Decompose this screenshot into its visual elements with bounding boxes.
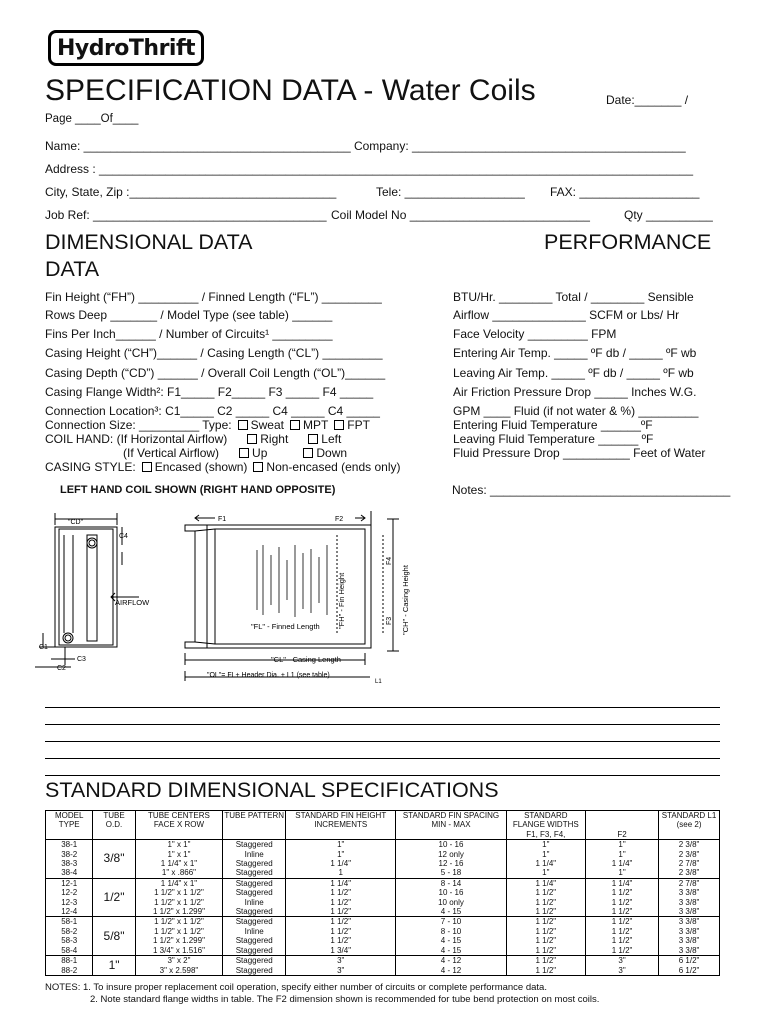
mpt-checkbox[interactable] [290,420,300,430]
nonencased-checkbox[interactable] [253,462,263,472]
model-type-cell: 12-3 [46,898,93,907]
end-flange [185,525,207,648]
sweat-label: Sweat [250,418,284,432]
l1-cell: 2 3/8" [659,868,720,878]
tube-pattern-cell: Staggered [223,917,286,927]
name-company-field[interactable]: Name: ________________________________________ Company: _________________________________________ [45,139,686,153]
fin-spacing-cell: 4 - 12 [396,956,506,966]
header-tube [87,535,97,641]
ol-label: "OL"= FL+ Header Dia. + L1 (see table) [207,672,330,679]
cl-label: "CL" - Casing Length [271,655,341,664]
vertical-airflow-label: (If Vertical Airflow) [123,446,220,460]
tube-centers-cell: 3" x 2.598" [135,966,223,976]
table-row [46,917,720,927]
comment-line[interactable] [45,775,720,776]
flange-f2-cell: 1 1/4" [585,859,658,868]
tube-centers-cell: 1 1/2" x 1.299" [135,907,223,917]
model-type-cell: 12-1 [46,878,93,888]
tube-pattern-cell: Staggered [223,907,286,917]
dimensional-data-heading: DIMENSIONAL DATA [45,230,253,254]
casing-height-field[interactable]: Casing Height (“CH”)______ / Casing Length (“CL”) _________ [45,346,383,360]
l1-cell: 3 3/8" [659,907,720,917]
fh-label: "FH" - Fin Height [337,572,346,629]
note-1: NOTES: 1. To insure proper replacement coil operation, specify either number of circuits or complete performance data. [45,982,547,993]
model-type-cell: 88-2 [46,966,93,976]
hydrothrift-logo: HydroThrift [48,30,204,66]
gpm-field[interactable]: GPM ____ Fluid (if not water & %) _________ [453,404,699,418]
tube-centers-cell: 3" x 2" [135,956,223,966]
l1-cell: 3 3/8" [659,936,720,945]
spec-table [45,810,720,976]
fin-spacing-cell: 4 - 15 [396,946,506,956]
flange-f2-cell: 1 1/2" [585,907,658,917]
fin-spacing-cell: 8 - 10 [396,927,506,936]
tube-centers-cell: 1" x 1" [135,850,223,859]
tube-od-cell: 1" [93,956,135,976]
fin-lines [257,545,327,617]
leaving-fluid-temp-field[interactable]: Leaving Fluid Temperature ______ ºF [453,432,654,446]
flange-f2-cell: 1 1/2" [585,927,658,936]
fpt-label: FPT [347,418,370,432]
flange-width-field[interactable]: Casing Flange Width²: F1_____ F2_____ F3 _____ F4 _____ [45,385,374,399]
flange-f1f3f4-cell: 1 1/2" [506,927,585,936]
flange-f2-cell: 1" [585,868,658,878]
notes-field[interactable]: Notes: ____________________________________ [452,483,731,497]
comment-line[interactable] [45,724,720,725]
flange-f1f3f4-cell: 1" [506,868,585,878]
casing-depth-field[interactable]: Casing Depth (“CD”) ______ / Overall Coil Length (“OL”)______ [45,366,386,380]
flange-f1f3f4-cell: 1 1/2" [506,946,585,956]
fax-field[interactable]: FAX: __________________ [550,185,700,199]
top-connection-inner [89,540,95,546]
fin-height-cell: 1 1/4" [286,878,396,888]
fin-spacing-cell: 7 - 10 [396,917,506,927]
model-type-cell: 58-3 [46,936,93,945]
model-type-cell: 38-3 [46,859,93,868]
diagram-caption: LEFT HAND COIL SHOWN (RIGHT HAND OPPOSITE) [60,484,336,496]
tube-pattern-cell: Staggered [223,946,286,956]
flange-f2-cell: 1 1/2" [585,946,658,956]
l1-cell: 3 3/8" [659,888,720,897]
down-checkbox[interactable] [303,448,313,458]
tube-pattern-cell: Staggered [223,878,286,888]
flange-f1f3f4-cell: 1 1/2" [506,898,585,907]
l1-label: L1 [375,679,382,685]
flange-f2-cell: 1 1/2" [585,898,658,907]
spec-table-body [46,840,720,976]
tube-pattern-cell: Staggered [223,936,286,945]
fin-height-cell: 1 1/2" [286,927,396,936]
comment-line[interactable] [45,758,720,759]
page-title: SPECIFICATION DATA - Water Coils [45,74,536,107]
rows-deep-field[interactable]: Rows Deep _______ / Model Type (see table) ______ [45,308,333,322]
up-checkbox[interactable] [239,448,249,458]
flange-f2-cell: 1 1/4" [585,878,658,888]
tube-centers-cell: 1 1/4" x 1" [135,878,223,888]
l1-cell: 3 3/8" [659,927,720,936]
table-row [46,907,720,917]
fin-spacing-cell: 4 - 12 [396,966,506,976]
col-tube-pattern: TUBE PATTERN [223,811,286,840]
fin-height-cell: 1 1/2" [286,936,396,945]
c4-label: C4 [119,533,128,540]
c3-label: C3 [77,656,86,663]
comment-line[interactable] [45,741,720,742]
fin-height-cell: 3" [286,966,396,976]
tube-pattern-cell: Inline [223,927,286,936]
l1-cell: 3 3/8" [659,917,720,927]
tube-centers-cell: 1 1/2" x 1.299" [135,936,223,945]
airflow-label: AIRFLOW [115,598,150,607]
flange-f1f3f4-cell: 1" [506,850,585,859]
tube-centers-cell: 1 1/2" x 1 1/2" [135,927,223,936]
vertical-airflow-row [123,446,347,460]
fin-height-field[interactable]: Fin Height (“FH”) _________ / Finned Length (“FL”) _________ [45,290,382,304]
entering-fluid-temp-field[interactable]: Entering Fluid Temperature ______ºF [453,418,653,432]
coil-diagram [35,505,420,685]
face-velocity-field[interactable]: Face Velocity _________ FPM [453,327,617,341]
nonencased-label: Non-encased (ends only) [266,460,401,474]
tube-centers-cell: 1 1/4" x 1" [135,859,223,868]
mpt-label: MPT [302,418,329,432]
fin-spacing-cell: 12 - 16 [396,859,506,868]
up-label: Up [252,446,268,460]
tube-od-cell: 3/8" [93,840,135,879]
tube-pattern-cell: Staggered [223,868,286,878]
flange-f1f3f4-cell: 1 1/2" [506,888,585,897]
footnotes [45,982,599,1006]
table-row [46,966,720,976]
qty-field[interactable]: Qty __________ [624,208,713,222]
tube-centers-cell: 1 1/2" x 1 1/2" [135,898,223,907]
l1-cell: 3 3/8" [659,898,720,907]
l1-cell: 3 3/8" [659,946,720,956]
tube-centers-cell: 1 3/4" x 1.516" [135,946,223,956]
encased-checkbox[interactable] [142,462,152,472]
address-field[interactable]: Address : _________________________________________________________________________________________ [45,162,693,176]
tube-pattern-cell: Staggered [223,956,286,966]
c2-label: C2 [57,665,66,672]
fins-per-inch-field[interactable]: Fins Per Inch______ / Number of Circuits¹ _________ [45,327,333,341]
note-2: 2. Note standard flange widths in table. The F2 dimension shown is recommended for tube bend protection on most coils. [90,994,600,1005]
coil-hand-label: COIL HAND: (If Horizontal Airflow) [45,432,228,446]
f4-label: F4 [386,556,393,565]
flange-f2-cell: 1 1/2" [585,888,658,897]
table-header-row [46,811,720,840]
model-type-cell: 88-1 [46,956,93,966]
fin-height-cell: 1 1/2" [286,898,396,907]
table-row [46,868,720,878]
col-tube-od: TUBE O.D. [93,811,135,840]
model-type-cell: 12-2 [46,888,93,897]
f2-label: F2 [335,516,344,523]
entering-air-temp-field[interactable]: Entering Air Temp. _____ ºF db / _____ ºF wb [453,346,697,360]
l1-cell: 2 3/8" [659,850,720,859]
flange-f2-cell: 3" [585,956,658,966]
col-fin-spacing: STANDARD FIN SPACING MIN - MAX [396,811,506,840]
table-row [46,956,720,966]
l1-cell: 2 3/8" [659,840,720,850]
model-type-cell: 12-4 [46,907,93,917]
l1-cell: 6 1/2" [659,956,720,966]
fin-height-cell: 1 1/2" [286,888,396,897]
fin-height-cell: 1 3/4" [286,946,396,956]
city-field[interactable]: City, State, Zip :_______________________________ [45,185,337,199]
fin-height-cell: 1 1/2" [286,907,396,917]
f3-label: F3 [386,616,393,625]
flange-f1f3f4-cell: 1 1/2" [506,956,585,966]
fin-height-cell: 1" [286,850,396,859]
model-type-cell: 38-1 [46,840,93,850]
fin-spacing-cell: 4 - 15 [396,907,506,917]
air-pressure-drop-field[interactable]: Air Friction Pressure Drop _____ Inches W.G. [453,385,697,399]
airflow-field[interactable]: Airflow ______________ SCFM or Lbs/ Hr [453,308,680,322]
flange-f2-cell: 3" [585,966,658,976]
tube-centers-cell: 1 1/2" x 1 1/2" [135,917,223,927]
table-row [46,946,720,956]
table-row [46,936,720,945]
fin-height-cell: 1 1/2" [286,917,396,927]
flange-f1f3f4-cell: 1" [506,840,585,850]
flange-f1f3f4-cell: 1 1/4" [506,859,585,868]
col-flange-f2: F2 [585,811,658,840]
tube-centers-cell: 1" x 1" [135,840,223,850]
job-ref-field[interactable]: Job Ref: ___________________________________ [45,208,327,222]
fin-spacing-cell: 10 - 16 [396,888,506,897]
end-view-inner [59,529,113,645]
flange-f1f3f4-cell: 1 1/2" [506,917,585,927]
bottom-connection-inner [65,635,71,641]
flange-f2-cell: 1 1/2" [585,936,658,945]
sweat-checkbox[interactable] [238,420,248,430]
fin-spacing-cell: 4 - 15 [396,936,506,945]
connection-location-field[interactable]: Connection Location³: C1_____ C2 _____ C4 _____ C4 _____ [45,404,380,418]
left-checkbox[interactable] [308,434,318,444]
col-tube-centers: TUBE CENTERS FACE X ROW [135,811,223,840]
table-row [46,859,720,868]
flange-f1f3f4-cell: 1 1/4" [506,878,585,888]
col-flange-f1f3f4: STANDARD FLANGE WIDTHS F1, F3, F4, [506,811,585,840]
connection-size-field[interactable]: Connection Size: _________ Type: [45,418,232,432]
page-of-field[interactable]: Page ____Of____ [45,113,139,125]
flange-f1f3f4-cell: 1 1/2" [506,966,585,976]
casing-style-label: CASING STYLE: [45,460,136,474]
fluid-pressure-drop-field[interactable]: Fluid Pressure Drop __________ Feet of Water [453,446,706,460]
fin-spacing-cell: 10 - 16 [396,840,506,850]
table-row [46,888,720,897]
table-row [46,927,720,936]
btu-field[interactable]: BTU/Hr. ________ Total / ________ Sensible [453,290,694,304]
col-l1: STANDARD L1 (see 2) [659,811,720,840]
f1-label: F1 [218,516,227,523]
tube-od-cell: 5/8" [93,917,135,956]
ch-label: "CH" - Casing Height [401,565,410,635]
col-model-type: MODEL TYPE [46,811,93,840]
comment-line[interactable] [45,707,720,708]
tube-centers-cell: 1" x .866" [135,868,223,878]
fpt-checkbox[interactable] [334,420,344,430]
model-type-cell: 58-4 [46,946,93,956]
fin-spacing-cell: 10 only [396,898,506,907]
fin-height-cell: 1" [286,840,396,850]
fin-spacing-cell: 5 - 18 [396,868,506,878]
casing-style-row [45,460,401,474]
encased-label: Encased (shown) [154,460,248,474]
tube-pattern-cell: Staggered [223,888,286,897]
left-label: Left [321,432,342,446]
l1-cell: 6 1/2" [659,966,720,976]
table-row [46,840,720,850]
fin-height-cell: 3" [286,956,396,966]
tube-pattern-cell: Staggered [223,840,286,850]
fin-height-cell: 1 1/4" [286,859,396,868]
table-row [46,850,720,859]
fin-spacing-cell: 8 - 14 [396,878,506,888]
fl-label: "FL" - Finned Length [251,622,320,631]
table-row [46,898,720,907]
tele-field[interactable]: Tele: __________________ [376,185,525,199]
down-label: Down [316,446,348,460]
coil-hand-row [45,432,341,446]
date-field[interactable]: Date:_______ / [606,93,689,107]
flange-f2-cell: 1" [585,850,658,859]
flange-f2-cell: 1" [585,840,658,850]
tube-pattern-cell: Staggered [223,859,286,868]
right-label: Right [260,432,289,446]
standard-specs-heading: STANDARD DIMENSIONAL SPECIFICATIONS [45,778,499,802]
tube-centers-cell: 1 1/2" x 1 1/2" [135,888,223,897]
model-type-cell: 58-1 [46,917,93,927]
leaving-air-temp-field[interactable]: Leaving Air Temp. _____ ºF db / _____ ºF wb [453,366,694,380]
model-type-cell: 38-2 [46,850,93,859]
l1-cell: 2 7/8" [659,878,720,888]
fin-height-cell: 1 [286,868,396,878]
flange-f1f3f4-cell: 1 1/2" [506,907,585,917]
flange-f1f3f4-cell: 1 1/2" [506,936,585,945]
right-checkbox[interactable] [247,434,257,444]
c1-label: C1 [39,644,48,651]
fin-spacing-cell: 12 only [396,850,506,859]
tube-pattern-cell: Staggered [223,966,286,976]
cd-label: "CD" [68,519,84,526]
tube-pattern-cell: Inline [223,898,286,907]
model-type-cell: 38-4 [46,868,93,878]
tube-pattern-cell: Inline [223,850,286,859]
flange-f2-cell: 1 1/2" [585,917,658,927]
model-type-cell: 58-2 [46,927,93,936]
data-heading: DATA [45,257,100,281]
tube-od-cell: 1/2" [93,878,135,917]
table-row [46,878,720,888]
connection-size-row [45,418,370,432]
coil-model-field[interactable]: Coil Model No ___________________________ [331,208,590,222]
col-fin-height: STANDARD FIN HEIGHT INCREMENTS [286,811,396,840]
l1-cell: 2 7/8" [659,859,720,868]
performance-heading: PERFORMANCE [544,230,712,254]
